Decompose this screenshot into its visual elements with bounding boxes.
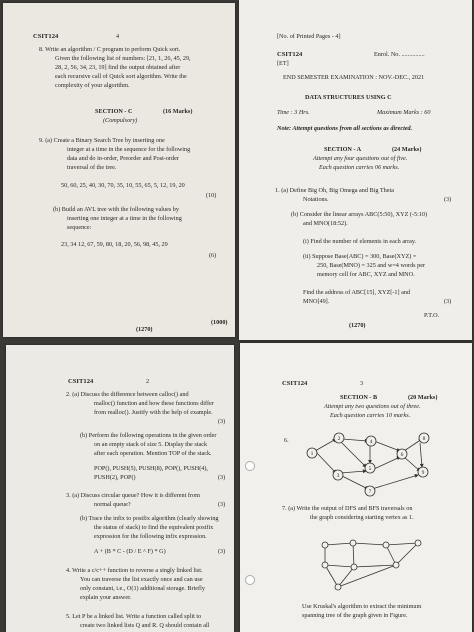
q8-line: Given the following list of numbers: [21, 1, 26, 45, 29, (55, 55, 191, 62)
q2a-line: malloc() function and how these functions differ (94, 400, 214, 407)
q9b-line: sequence: (67, 224, 92, 231)
q2b-line: after each operation. Mention TOP of the stack. (94, 450, 212, 457)
max-marks: Maximum Marks : 60 (377, 109, 431, 116)
q1b-ii-line: 250, Base(MNO) = 325 and w=4 words per (317, 262, 426, 269)
page-number: 3 (360, 380, 364, 387)
subject-title: DATA STRUCTURES USING C (305, 94, 392, 101)
q1b-i: (i) Find the number of elements in each array. (303, 238, 417, 245)
footer-code: (1270) (349, 322, 366, 329)
course-code: CSIT124 (282, 380, 308, 387)
exam-title: END SEMESTER EXAMINATION : NOV.-DEC., 2021 (283, 74, 425, 81)
q6-graph (300, 429, 440, 499)
graph-node-label: 7 (368, 489, 372, 495)
marks-instruction: Each question carries 06 marks. (319, 164, 400, 171)
graph-node-label: 5 (368, 466, 372, 472)
note: Note: Attempt questions from all sections as directed. (277, 125, 413, 132)
q8-line: 8. Write an algorithm / C program to perform Quick sort. (39, 46, 181, 53)
q8-line: complexity of your algorithm. (55, 82, 130, 89)
enrol-number: Enrol. No. ............... (374, 51, 425, 58)
kruskal-line: spanning tree of the graph given in Figure. (302, 612, 408, 619)
find-marks: (3) (444, 298, 452, 305)
section-b-marks: (20 Marks) (408, 394, 438, 401)
q9b-line: (b) Build an AVL tree with the following values by (53, 206, 179, 213)
marks-instruction: Each question carries 10 marks. (330, 412, 411, 419)
q3a-line: 3. (a) Discuss circular queue? How it is different from (66, 492, 200, 499)
punch-hole (245, 575, 255, 585)
section-b-title: SECTION - B (340, 394, 378, 401)
graph-node-label: 4 (369, 439, 373, 445)
q2b-ops: PUSH(2), POP() (94, 474, 136, 481)
q6-number: 6. (284, 437, 289, 444)
footer-code: (1270) (136, 326, 153, 333)
section-a-marks: (24 Marks) (392, 146, 422, 153)
q4-line: You can traverse the list exactly once and can use (80, 576, 203, 583)
course-code: CSIT124 (68, 378, 94, 385)
page-number: 2 (146, 378, 150, 385)
course-code: CSIT124 (33, 33, 59, 40)
q9b-marks: (6) (209, 252, 217, 259)
q7a-line: the graph considering starting vertex as 1. (310, 514, 414, 521)
section-a-title: SECTION - A (324, 146, 362, 153)
attempt-instruction: Attempt any two questions out of three. (324, 403, 421, 410)
q4-line: explain your answer. (80, 594, 132, 601)
q3b-marks: (3) (218, 548, 226, 555)
find-line: Find the address of ABC[15], XYZ[-1] and (303, 289, 411, 296)
q2b-ops: POP(), PUSH(5), PUSH(8), POP(), PUSH(4), (94, 465, 208, 472)
q9a-data: 50, 60, 25, 40, 30, 70, 35, 10, 55, 65, 5, 12, 19, 20 (61, 182, 185, 189)
graph-node-label: 2 (337, 436, 341, 442)
graph-node-label: 9 (421, 470, 425, 476)
q1b-ii-line: memory cell for ABC, XYZ and MNO. (317, 271, 415, 278)
q9a-line: 9. (a) Create a Binary Search Tree by inserting one (39, 137, 165, 144)
q7a-line: 7. (a) Write the output of DFS and BFS traversals on (282, 505, 413, 512)
q4-line: only constant, i.e., O(1) additional storage. Briefly (80, 585, 205, 592)
kruskal-line: Use Kruskal's algorithm to extract the minimum (302, 603, 422, 610)
graph-node-label: 1 (310, 451, 314, 457)
compulsory-label: (Compulsory) (103, 117, 138, 124)
q8-line: 28, 2, 56, 34, 23, 19] find the output obtained after (55, 64, 181, 71)
q3b-line: (b) Trace the infix to postfix algorithm (clearly showing (80, 515, 219, 522)
q4-line: 4. Write a c/c++ function to reverse a singly linked list. (66, 567, 203, 574)
q9a-line: traversal of the tree. (67, 164, 117, 171)
find-line: MNO[49]. (303, 298, 330, 305)
q3b-line: expression for the following infix expression. (94, 533, 207, 540)
q2b-line: on an empty stack of size 5. Display the stack (94, 441, 208, 448)
q1b-line: and MNO(18:52). (303, 220, 348, 227)
graph-node-label: 3 (336, 473, 340, 479)
footer-count: (1000) (211, 319, 228, 326)
q1b-line: (b) Consider the linear arrays ABC(5:50), XYZ (-5:10) (291, 211, 428, 218)
q1a-line: Notations. (303, 196, 329, 203)
q9b-line: inserting one integer at a time in the following (67, 215, 182, 222)
page-2 (6, 345, 234, 632)
q3a-line: normal queue? (94, 501, 131, 508)
q2b-marks: (3) (218, 474, 226, 481)
q5-line: 5. Let P be a linked list. Write a function called split to (66, 613, 202, 620)
q2a-marks: (3) (218, 418, 226, 425)
q9a-line: data and do in-order, Preorder and Post-order (67, 155, 179, 162)
q9b-data: 23, 34 12, 67, 59, 80, 18, 20, 56, 98, 45, 29 (61, 241, 168, 248)
q3a-marks: (3) (218, 501, 226, 508)
q3b-line: the status of stack) to find the equivalent postfix (94, 524, 214, 531)
q2b-line: (b) Perform the following operations in the given order (80, 432, 217, 439)
graph-node-label: 8 (422, 436, 426, 442)
q1a-marks: (3) (444, 196, 452, 203)
section-c-title: SECTION - C (95, 108, 133, 115)
graph-node-label: 6 (400, 452, 404, 458)
q2a-line: from realloc(). Justify with the help of example. (94, 409, 213, 416)
q2a-line: 2. (a) Discuss the difference between calloc() and (66, 391, 189, 398)
attempt-instruction: Attempt any four questions out of five. (313, 155, 408, 162)
q1b-ii-line: (ii) Suppose Base(ABC) = 300, Base(XYZ) = (303, 253, 417, 260)
page-1 (239, 0, 472, 340)
punch-hole (245, 461, 255, 471)
page-number: 4 (116, 33, 120, 40)
q7-graph (310, 533, 450, 595)
q5-line: create two linked lists Q and R. Q should contain all (80, 622, 210, 629)
q1a-line: 1. (a) Define Big Oh, Big Omega and Big Theta (275, 187, 394, 194)
q9a-marks: (10) (206, 192, 217, 199)
q8-line: each recursive call of Quick sort algorithm. Write the (55, 73, 187, 80)
pto-label: P.T.O. (424, 312, 440, 319)
et-label: [ET] (277, 60, 289, 67)
q3b-expression: A + (B * C - (D / E ^ F) * G) (94, 548, 166, 555)
time-label: Time : 3 Hrs. (277, 109, 310, 116)
page-4 (3, 3, 235, 337)
q9a-line: integer at a time in the sequence for the following (67, 146, 191, 153)
page-3 (240, 343, 472, 632)
course-code: CSIT124 (277, 51, 303, 58)
printed-pages: [No. of Printed Pages - 4] (277, 33, 341, 40)
section-c-marks: (16 Marks) (163, 108, 193, 115)
